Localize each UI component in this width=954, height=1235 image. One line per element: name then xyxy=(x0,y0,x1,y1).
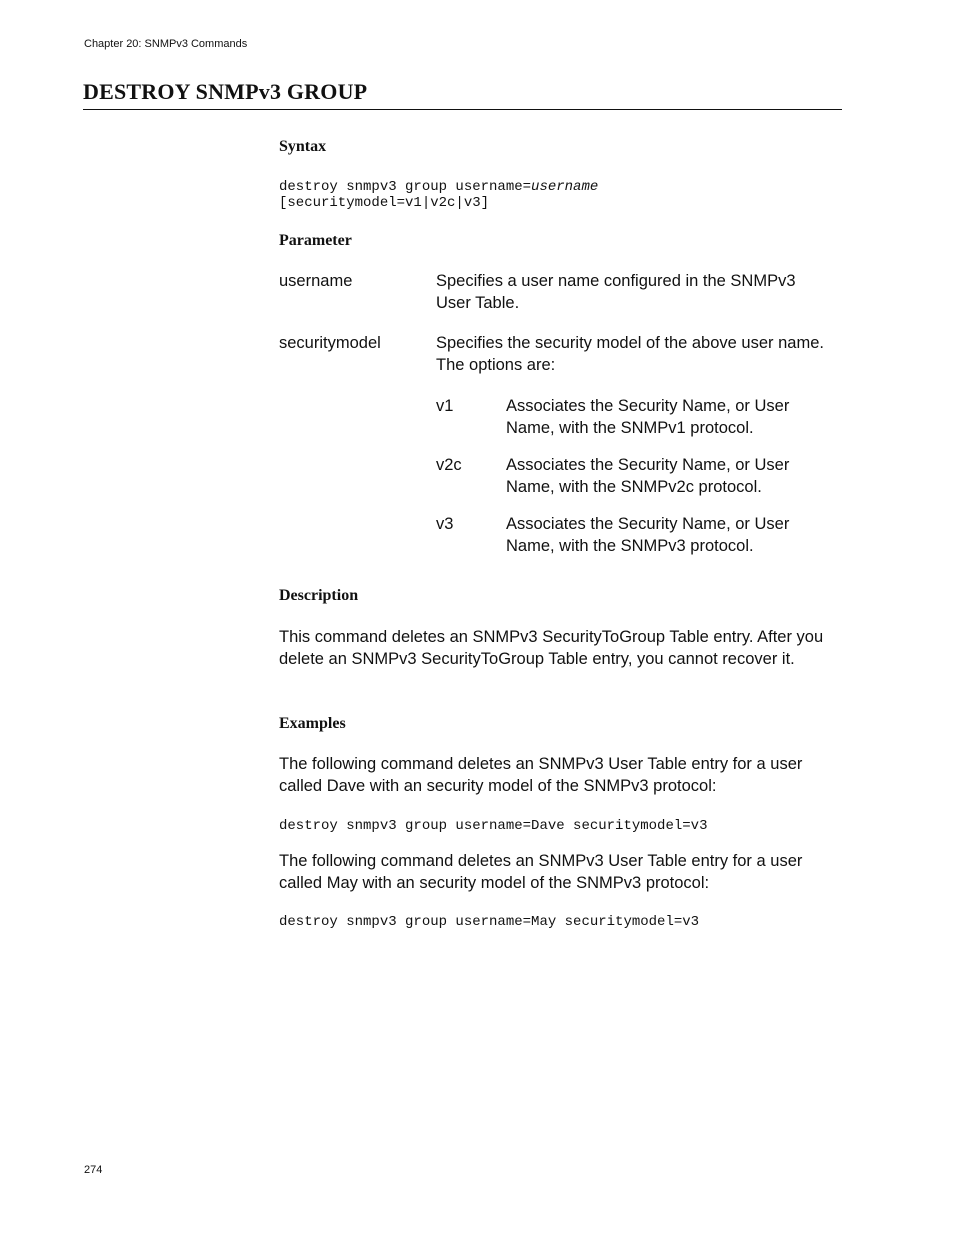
page-title: DESTROY SNMPv3 GROUP xyxy=(83,79,368,104)
title-rule xyxy=(83,109,842,110)
syntax-code xyxy=(279,179,598,211)
option-desc-v2c: Associates the Security Name, or User Name, with the SNMPv2c protocol. xyxy=(506,456,790,496)
description-text: This command deletes an SNMPv3 SecurityToGroup Table entry. After you delete an SNMPv3 SecurityToGroup Table entry, you cannot recover it. xyxy=(279,628,824,668)
param-name-username: username xyxy=(279,272,353,290)
param-name-securitymodel: securitymodel xyxy=(279,334,381,352)
syntax-command: destroy snmpv3 group username= xyxy=(279,179,532,195)
example-2-text: The following command deletes an SNMPv3 User Table entry for a user called May with an security model of the SNMPv3 protocol: xyxy=(279,852,803,892)
example-2-code: destroy snmpv3 group username=May securitymodel=v3 xyxy=(279,914,700,930)
option-desc-v3: Associates the Security Name, or User Name, with the SNMPv3 protocol. xyxy=(506,515,790,555)
page-number: 274 xyxy=(84,1164,103,1176)
syntax-options: [securitymodel=v1|v2c|v3] xyxy=(279,195,490,211)
examples-heading: Examples xyxy=(279,715,346,732)
param-desc-username: Specifies a user name configured in the SNMPv3 User Table. xyxy=(436,272,796,312)
running-header: Chapter 20: SNMPv3 Commands xyxy=(84,38,248,50)
option-name-v3: v3 xyxy=(436,515,454,533)
option-name-v1: v1 xyxy=(436,397,454,415)
example-1-code: destroy snmpv3 group username=Dave securitymodel=v3 xyxy=(279,818,708,834)
option-desc-v1: Associates the Security Name, or User Name, with the SNMPv1 protocol. xyxy=(506,397,790,437)
description-heading: Description xyxy=(279,587,359,604)
syntax-heading: Syntax xyxy=(279,138,327,155)
param-desc-securitymodel: Specifies the security model of the above user name. The options are: xyxy=(436,334,824,374)
example-1-text: The following command deletes an SNMPv3 User Table entry for a user called Dave with an security model of the SNMPv3 protocol: xyxy=(279,755,803,795)
parameter-heading: Parameter xyxy=(279,232,352,249)
option-name-v2c: v2c xyxy=(436,456,462,474)
syntax-variable: username xyxy=(531,179,599,195)
